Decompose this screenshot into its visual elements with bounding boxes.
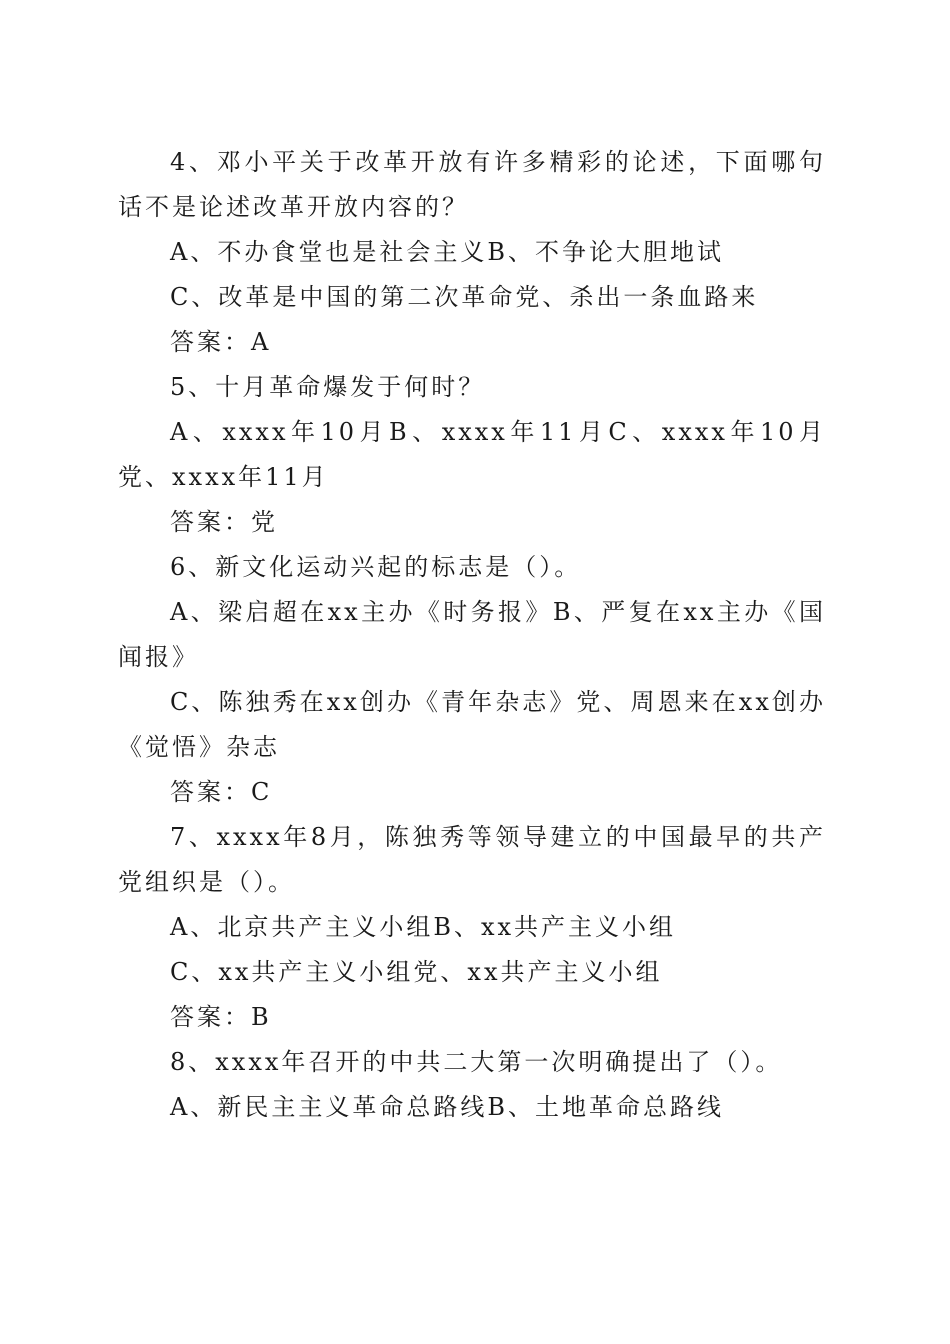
question-8-options-ab: A、新民主主义革命总路线B、土地革命总路线 [170, 1093, 724, 1121]
question-7-text: 7、xxxx年8月，陈独秀等领导建立的中国最早的共产党组织是（）。 [118, 823, 826, 896]
question-5-options: A、xxxx年10月B、xxxx年11月C、xxxx年10月党、xxxx年11月 [118, 418, 826, 491]
question-4-answer: 答案：A [170, 328, 272, 356]
question-8-text: 8、xxxx年召开的中共二大第一次明确提出了（）。 [170, 1048, 783, 1076]
question-5-text: 5、十月革命爆发于何时？ [170, 373, 486, 401]
document-body [118, 140, 826, 1130]
question-7-answer: 答案：B [170, 1003, 272, 1031]
question-5-answer: 答案：党 [170, 508, 278, 536]
question-7-options-cd: C、xx共产主义小组党、xx共产主义小组 [170, 958, 663, 986]
question-6-options-ab: A、梁启超在xx主办《时务报》B、严复在xx主办《国闻报》 [118, 598, 826, 671]
question-4-options-cd: C、改革是中国的第二次革命党、杀出一条血路来 [170, 283, 759, 311]
question-6-options-cd: C、陈独秀在xx创办《青年杂志》党、周恩来在xx创办《觉悟》杂志 [118, 688, 826, 761]
question-7-options-ab: A、北京共产主义小组B、xx共产主义小组 [170, 913, 677, 941]
question-6-answer: 答案：C [170, 778, 273, 806]
question-4-options-ab: A、不办食堂也是社会主义B、不争论大胆地试 [170, 238, 724, 266]
question-6-text: 6、新文化运动兴起的标志是（）。 [170, 553, 582, 581]
question-4-text: 4、邓小平关于改革开放有许多精彩的论述，下面哪句话不是论述改革开放内容的？ [118, 148, 826, 221]
